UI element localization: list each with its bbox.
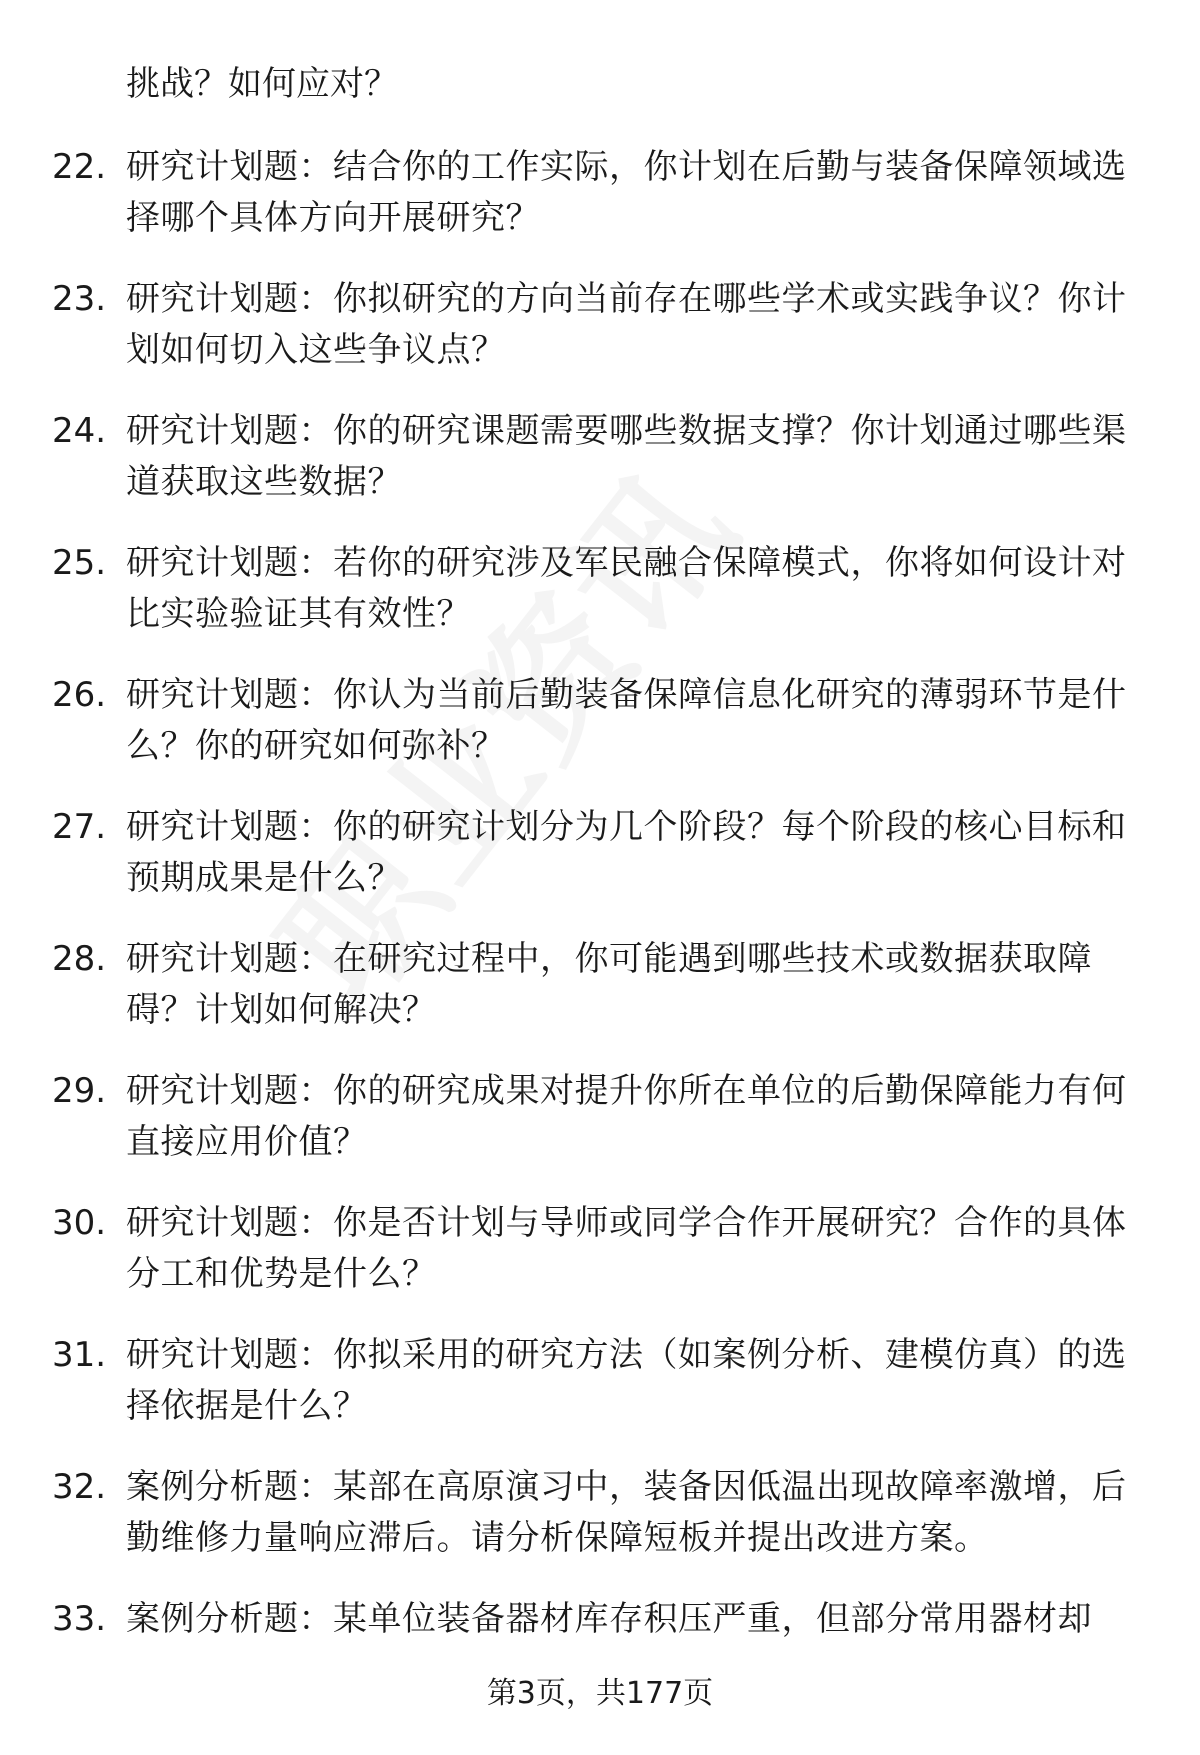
question-text: 研究计划题：在研究过程中，你可能遇到哪些技术或数据获取障碍？计划如何解决？	[126, 939, 1092, 1030]
question-text: 研究计划题：你拟研究的方向当前存在哪些学术或实践争议？你计划如何切入这些争议点？	[126, 279, 1127, 370]
question-item	[52, 406, 1152, 508]
question-number: 25.	[52, 543, 107, 583]
question-item	[52, 670, 1152, 772]
question-item	[52, 1594, 1152, 1645]
question-item	[52, 1462, 1152, 1564]
question-number: 24.	[52, 411, 107, 451]
question-item	[52, 142, 1152, 244]
question-text: 研究计划题：你的研究计划分为几个阶段？每个阶段的核心目标和预期成果是什么？	[126, 807, 1127, 898]
question-item	[52, 1066, 1152, 1168]
question-item	[52, 274, 1152, 376]
question-item	[52, 1198, 1152, 1300]
question-text: 研究计划题：你拟采用的研究方法（如案例分析、建模仿真）的选择依据是什么？	[126, 1335, 1127, 1426]
question-number: 26.	[52, 675, 107, 715]
question-item	[52, 802, 1152, 904]
question-number: 31.	[52, 1335, 107, 1375]
question-item	[52, 538, 1152, 640]
question-text: 研究计划题：你的研究课题需要哪些数据支撑？你计划通过哪些渠道获取这些数据？	[126, 411, 1127, 502]
question-number: 29.	[52, 1071, 107, 1111]
question-text: 研究计划题：你认为当前后勤装备保障信息化研究的薄弱环节是什么？你的研究如何弥补？	[126, 675, 1127, 766]
question-number: 23.	[52, 279, 107, 319]
question-text: 研究计划题：若你的研究涉及军民融合保障模式，你将如何设计对比实验验证其有效性？	[126, 543, 1127, 634]
question-number: 22.	[52, 147, 107, 187]
question-text: 研究计划题：你是否计划与导师或同学合作开展研究？合作的具体分工和优势是什么？	[126, 1203, 1127, 1294]
question-text: 研究计划题：结合你的工作实际，你计划在后勤与装备保障领域选择哪个具体方向开展研究？	[126, 147, 1127, 238]
question-text: 案例分析题：某单位装备器材库存积压严重，但部分常用器材却	[126, 1599, 1092, 1639]
question-number: 27.	[52, 807, 107, 847]
question-item	[52, 1330, 1152, 1432]
question-number: 30.	[52, 1203, 107, 1243]
question-number: 32.	[52, 1467, 107, 1507]
question-number: 33.	[52, 1599, 107, 1639]
continuation-text: 挑战？如何应对？	[126, 64, 398, 104]
question-text: 案例分析题：某部在高原演习中，装备因低温出现故障率激增，后勤维修力量响应滞后。请分析保障短板并提出改进方案。	[126, 1467, 1127, 1558]
question-text: 研究计划题：你的研究成果对提升你所在单位的后勤保障能力有何直接应用价值？	[126, 1071, 1127, 1162]
page-footer: 第3页，共177页	[486, 1676, 714, 1711]
question-number: 28.	[52, 939, 107, 979]
question-list	[52, 142, 1152, 1675]
question-item	[52, 934, 1152, 1036]
